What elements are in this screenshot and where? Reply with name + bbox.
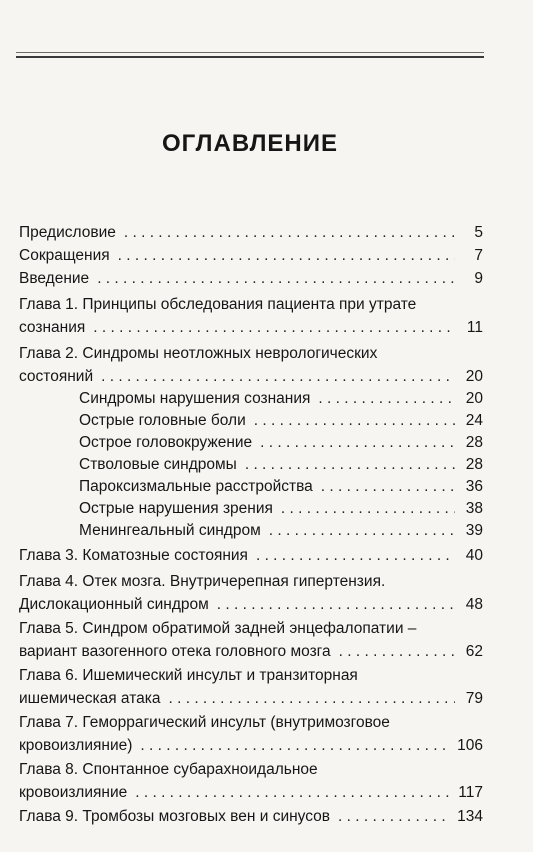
dot-leader [269,520,455,542]
toc-entry-chapter-4-line1[interactable]: Глава 4. Отек мозга. Внутричерепная гипертензия. [19,573,386,590]
toc-subentry-brainstem[interactable] [79,454,483,476]
toc-entry-label: Предисловие [19,224,116,241]
toc-subentry-consciousness[interactable] [79,388,483,410]
running-header-rule-bold [16,56,484,58]
toc-entry-label: Острые головные боли [79,412,246,429]
toc-entry-chapter-9[interactable] [19,806,483,828]
toc-page-number: 48 [465,596,483,613]
toc-entry-label: Глава 9. Тромбозы мозговых вен и синусов [19,808,331,825]
toc-entry-label: Острые нарушения зрения [79,500,273,517]
toc-page-number: 11 [466,319,483,336]
toc-entry-label: кровоизлияние) [19,737,133,754]
toc-entry-label: Острое головокружение [79,434,253,451]
toc-entry-chapter-7-line1[interactable]: Глава 7. Геморрагический инсульт (внутримозговое [19,714,390,731]
toc-page-number: 20 [465,390,483,407]
toc-subentry-vision[interactable] [79,498,483,520]
toc-page-number: 117 [458,784,483,801]
toc-entry-chapter-3[interactable] [19,545,483,567]
toc-entry-chapter-1[interactable] [19,317,483,339]
toc-entry-label: состояний [19,368,94,385]
dot-leader [256,545,455,567]
dot-leader [260,432,455,454]
dot-leader [281,498,455,520]
toc-entry-label: кровоизлияние [19,784,128,801]
toc-title: ОГЛАВЛЕНИЕ [161,130,339,157]
toc-entry-label: Глава 3. Коматозные состояния [19,547,248,564]
toc-entry-label: Введение [19,270,90,287]
toc-entry-label: Дислокационный синдром [19,596,209,613]
dot-leader [321,476,455,498]
toc-page-number: 28 [465,434,483,451]
dot-leader [217,594,455,616]
toc-entry-preface[interactable] [19,222,483,244]
toc-page-number: 62 [465,643,483,660]
toc-entry-label: вариант вазогенного отека головного мозга [19,643,331,660]
toc-entry-abbreviations[interactable] [19,245,483,267]
dot-leader [245,454,455,476]
dot-leader [93,317,455,339]
toc-entry-chapter-2-line1[interactable]: Глава 2. Синдромы неотложных неврологических [19,345,378,362]
dot-leader [135,782,452,804]
toc-entry-chapter-2[interactable] [19,366,483,388]
toc-entry-label: Пароксизмальные расстройства [79,478,313,495]
toc-page-number: 40 [465,547,483,564]
toc-page-number: 36 [465,478,483,495]
toc-entry-label: Синдромы нарушения сознания [79,390,311,407]
toc-subentry-vertigo[interactable] [79,432,483,454]
toc-entry-label: Сокращения [19,247,110,264]
dot-leader [338,806,451,828]
dot-leader [318,388,455,410]
toc-page-number: 39 [465,522,483,539]
dot-leader [118,245,455,267]
toc-page-number: 106 [457,737,483,754]
toc-entry-chapter-1-line1[interactable]: Глава 1. Принципы обследования пациента при утрате [19,296,417,313]
dot-leader [254,410,455,432]
toc-entry-chapter-4[interactable] [19,594,483,616]
toc-entry-label: Стволовые синдромы [79,456,237,473]
dot-leader [101,366,455,388]
toc-entry-chapter-6[interactable] [19,688,483,710]
toc-entry-label: ишемическая атака [19,690,161,707]
toc-entry-chapter-8[interactable] [19,782,483,804]
toc-page-number: 24 [465,412,483,429]
toc-page-number: 5 [474,224,483,241]
toc-subentry-meningeal[interactable] [79,520,483,542]
dot-leader [140,735,451,757]
dot-leader [168,688,455,710]
toc-entry-chapter-7[interactable] [19,735,483,757]
toc-page-number: 9 [474,270,483,287]
toc-page-number: 20 [465,368,483,385]
toc-page-number: 7 [474,247,483,264]
dot-leader [339,641,455,663]
toc-page-number: 134 [457,808,483,825]
toc-entry-chapter-8-line1[interactable]: Глава 8. Спонтанное субарахноидальное [19,761,318,778]
dot-leader [124,222,455,244]
toc-entry-chapter-5[interactable] [19,641,483,663]
toc-entry-label: Менингеальный синдром [79,522,261,539]
dot-leader [97,268,455,290]
toc-page-number: 28 [465,456,483,473]
toc-subentry-headaches[interactable] [79,410,483,432]
toc-entry-chapter-6-line1[interactable]: Глава 6. Ишемический инсульт и транзиторная [19,667,358,684]
toc-entry-chapter-5-line1[interactable]: Глава 5. Синдром обратимой задней энцефалопатии – [19,620,417,637]
toc-page-number: 38 [465,500,483,517]
toc-entry-label: сознания [19,319,86,336]
toc-subentry-paroxysmal[interactable] [79,476,483,498]
toc-entry-introduction[interactable] [19,268,483,290]
running-header-rule [16,52,484,53]
toc-page-number: 79 [465,690,483,707]
